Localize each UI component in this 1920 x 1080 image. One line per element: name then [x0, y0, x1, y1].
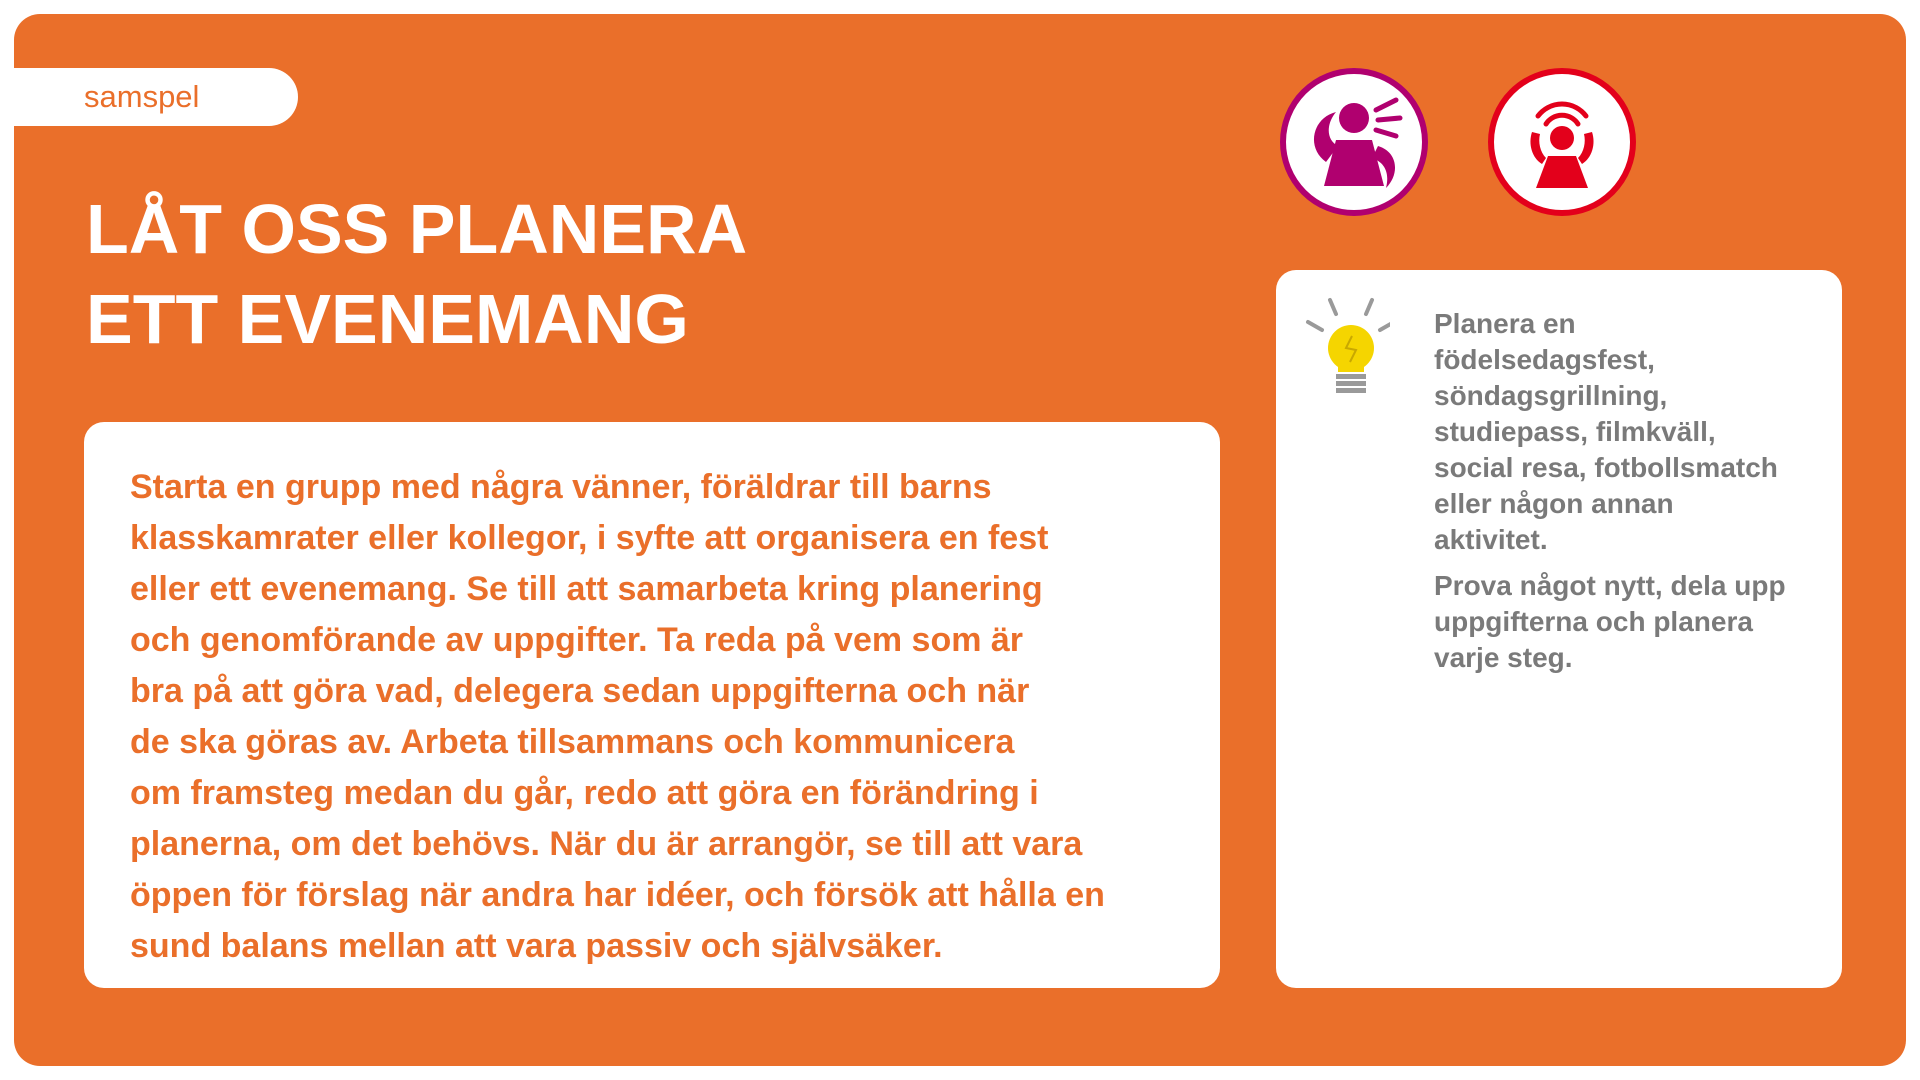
tip-line: Planera en [1434, 308, 1576, 339]
page-title [86, 184, 986, 364]
category-tag [14, 68, 298, 126]
description-text [130, 462, 1230, 972]
description-line: de ska göras av. Arbeta tillsammans och kommunicera [130, 723, 1015, 761]
category-tag-label: samspel [84, 79, 200, 114]
tip-line: Prova något nytt, dela upp [1434, 570, 1786, 601]
tip-text [1434, 306, 1834, 676]
description-line: eller ett evenemang. Se till att samarbeta kring planering [130, 570, 1043, 608]
title-line: LÅT OSS PLANERA [86, 190, 748, 268]
tip-line: social resa, fotbollsmatch [1434, 452, 1778, 483]
description-line: bra på att göra vad, delegera sedan uppgifterna och när [130, 672, 1030, 710]
tip-line: uppgifterna och planera [1434, 606, 1753, 637]
description-line: sund balans mellan att vara passiv och självsäker. [130, 927, 943, 965]
tip-line: eller någon annan [1434, 488, 1674, 519]
description-line: om framsteg medan du går, redo att göra en förändring i [130, 774, 1039, 812]
title-line: ETT EVENEMANG [86, 280, 689, 358]
lightbulb-icon [1300, 292, 1390, 402]
tip-line: studiepass, filmkväll, [1434, 416, 1716, 447]
tip-line: varje steg. [1434, 642, 1573, 673]
tip-line: födelsedagsfest, [1434, 344, 1655, 375]
description-panel [84, 422, 1220, 988]
person-speaking-icon [1280, 68, 1428, 216]
tip-line: aktivitet. [1434, 524, 1548, 555]
description-line: och genomförande av uppgifter. Ta reda på vem som är [130, 621, 1024, 659]
description-line: öppen för förslag när andra har idéer, och försök att hålla en [130, 876, 1105, 914]
description-line: klasskamrater eller kollegor, i syfte att organisera en fest [130, 519, 1049, 557]
tip-line: söndagsgrillning, [1434, 380, 1668, 411]
description-line: Starta en grupp med några vänner, föräldrar till barns [130, 468, 992, 506]
activity-card [14, 14, 1906, 1066]
person-listening-icon [1488, 68, 1636, 216]
description-line: planerna, om det behövs. När du är arrangör, se till att vara [130, 825, 1083, 863]
tip-panel [1276, 270, 1842, 988]
